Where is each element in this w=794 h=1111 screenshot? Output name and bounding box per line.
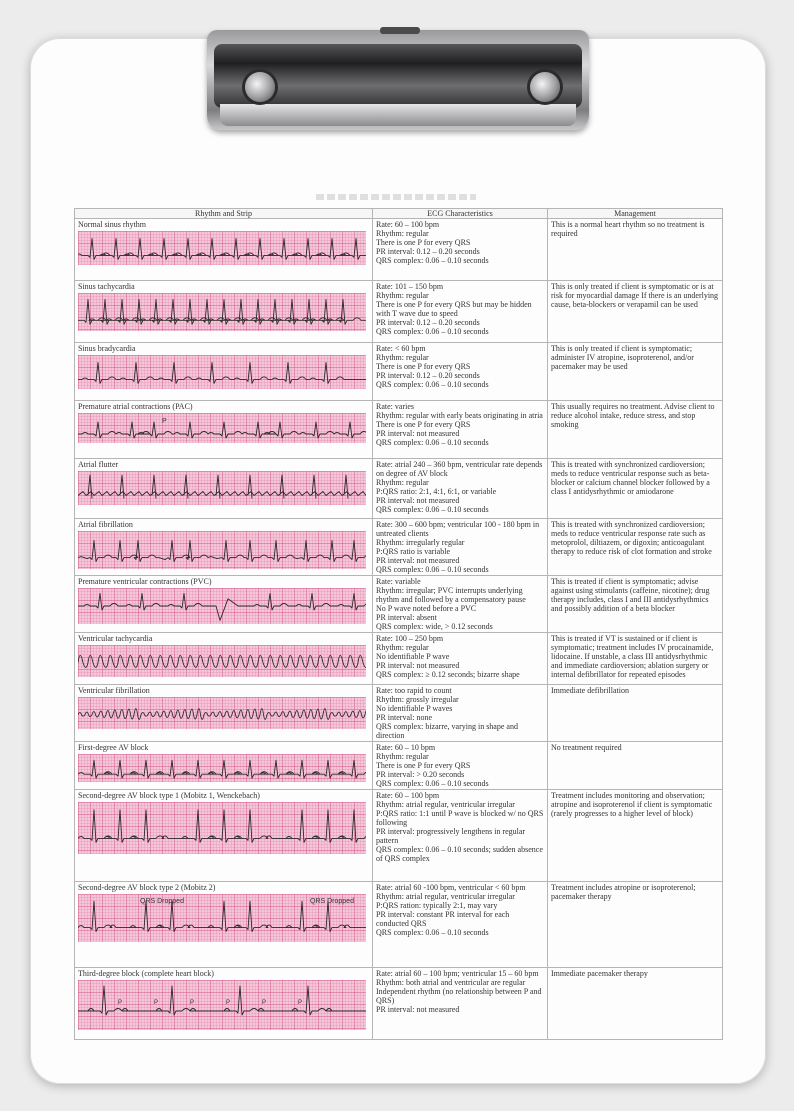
management-text: Treatment includes monitoring and observation; atropine and isoproterenol if client is symptomatic (rarely progresses to a higher level of block): [551, 791, 713, 818]
characteristic-line: Independent rhythm (no relationship between P and QRS): [376, 987, 542, 1005]
rhythm-cell: [75, 459, 373, 519]
characteristic-line: Rhythm: irregular; PVC interrupts underlying rhythm and followed by a compensatory pause: [376, 586, 526, 604]
ecg-trace: [78, 238, 366, 259]
strip-label: P: [118, 1000, 123, 1006]
characteristic-line: Rate: < 60 bpm: [376, 344, 426, 353]
characteristic-line: PR interval: 0.12 – 0.20 seconds: [376, 247, 480, 256]
rhythm-name: Premature ventricular contractions (PVC): [78, 577, 212, 586]
characteristic-line: There is one P for every QRS: [376, 238, 471, 247]
strip-label: P: [262, 1000, 267, 1006]
strip-label: P: [162, 418, 167, 425]
characteristic-line: P:QRS ration: typically 2:1, may vary: [376, 901, 498, 910]
rhythm-cell: [75, 401, 373, 459]
characteristic-line: PR interval: not measured: [376, 1005, 460, 1014]
management-text: This is only treated if client is symptomatic or is at risk for myocardial damage If there is an underlying cause, beta-blockers or verapamil can be used: [551, 282, 719, 309]
ecg-trace-svg: [78, 645, 366, 677]
ecg-strip: [78, 980, 366, 1030]
management-text: Immediate pacemaker therapy: [551, 969, 648, 978]
characteristic-line: PR interval: constant PR interval for each conducted QRS: [376, 910, 510, 928]
rhythm-name: Sinus tachycardia: [78, 282, 135, 291]
characteristic-line: No identifiable P wave: [376, 652, 450, 661]
header-characteristics: ECG Characteristics: [373, 209, 548, 219]
table-row: [75, 685, 723, 742]
ecg-strip: [78, 413, 366, 443]
rhythm-name: Ventricular fibrillation: [78, 686, 150, 695]
management-cell: [548, 968, 723, 1040]
characteristics-cell: [373, 685, 548, 742]
ecg-strip: [78, 355, 366, 389]
header-rhythm: Rhythm and Strip: [75, 209, 373, 219]
rhythm-cell: [75, 343, 373, 401]
rhythm-name: Sinus bradycardia: [78, 344, 136, 353]
ecg-strip: [78, 531, 366, 569]
rhythm-cell: [75, 219, 373, 281]
characteristic-line: Rate: 60 – 100 bpm: [376, 220, 440, 229]
characteristic-line: Rate: 60 – 100 bpm: [376, 791, 440, 800]
rhythm-cell: [75, 790, 373, 882]
characteristic-line: QRS complex: 0.06 – 0.10 seconds: [376, 380, 489, 389]
management-cell: [548, 281, 723, 343]
header-management: Management: [548, 209, 723, 219]
ecg-trace-svg: [78, 293, 366, 331]
management-text: This is treated with synchronized cardioversion; meds to reduce ventricular response rate such as metoprolol, diltiazem, or digoxin; anticoagulant therapy to reduce risk of clot formation and stroke: [551, 520, 712, 556]
strip-label: P: [154, 1000, 159, 1006]
rhythm-name: Third-degree block (complete heart block): [78, 969, 214, 978]
table-row: [75, 459, 723, 519]
ecg-trace-svg: [78, 697, 366, 729]
ecg-trace-svg: [78, 980, 366, 1030]
management-cell: [548, 343, 723, 401]
characteristic-line: There is one P for every QRS: [376, 420, 471, 429]
clip-hook: [380, 27, 420, 34]
characteristic-line: Rhythm: both atrial and ventricular are regular: [376, 978, 526, 987]
characteristic-line: Rhythm: regular: [376, 478, 429, 487]
strip-label: P: [226, 1000, 231, 1006]
faint-header-text: [316, 194, 476, 200]
table-row: [75, 882, 723, 968]
strip-label: P: [298, 1000, 303, 1006]
table-row: [75, 968, 723, 1040]
characteristic-line: Rhythm: regular: [376, 643, 429, 652]
rhythm-name: Second-degree AV block type 2 (Mobitz 2): [78, 883, 216, 892]
rhythm-name: Second-degree AV block type 1 (Mobitz 1, Wenckebach): [78, 791, 260, 800]
management-cell: [548, 219, 723, 281]
ecg-trace: [78, 593, 366, 620]
rhythm-cell: [75, 633, 373, 685]
ecg-trace-svg: [78, 894, 366, 942]
table-row: [75, 519, 723, 576]
characteristics-cell: [373, 459, 548, 519]
table-row: [75, 219, 723, 281]
management-cell: [548, 685, 723, 742]
characteristic-line: There is one P for every QRS but may be hidden with T wave due to speed: [376, 300, 532, 318]
ecg-trace: [78, 760, 366, 778]
characteristics-cell: [373, 968, 548, 1040]
strip-label: QRS Dropped: [310, 898, 354, 905]
characteristic-line: There is one P for every QRS: [376, 761, 471, 770]
ecg-trace: [78, 810, 366, 843]
characteristics-cell: [373, 219, 548, 281]
rhythm-cell: [75, 742, 373, 790]
characteristic-line: Rhythm: regular: [376, 291, 429, 300]
characteristic-line: Rate: atrial 60 -100 bpm, ventricular < 60 bpm: [376, 883, 526, 892]
characteristic-line: PR interval: 0.12 – 0.20 seconds: [376, 371, 480, 380]
ecg-trace: [78, 475, 366, 498]
rhythm-name: Ventricular tachycardia: [78, 634, 153, 643]
ecg-strip: [78, 231, 366, 265]
management-cell: [548, 882, 723, 968]
characteristic-line: Rhythm: regular: [376, 229, 429, 238]
characteristics-cell: [373, 790, 548, 882]
characteristic-line: PR interval: absent: [376, 613, 437, 622]
ecg-trace-svg: [78, 231, 366, 265]
ecg-trace: [78, 901, 366, 931]
management-text: No treatment required: [551, 743, 622, 752]
table-row: [75, 633, 723, 685]
ecg-strip: [78, 588, 366, 624]
characteristic-line: P:QRS ratio is variable: [376, 547, 450, 556]
characteristic-line: P:QRS ratio: 1:1 until P wave is blocked w/ no QRS following: [376, 809, 544, 827]
characteristic-line: PR interval: not measured: [376, 661, 460, 670]
table-row: [75, 401, 723, 459]
strip-label: P: [190, 1000, 195, 1006]
characteristics-cell: [373, 882, 548, 968]
management-text: This is only treated if client is symptomatic; administer IV atropine, isoproterenol, and/or pacemaker may be used: [551, 344, 694, 371]
management-text: This is treated if client is symptomatic; advise against using stimulants (caffeine, nicotine); drug therapy includes, class I and III antidysrhythmics and possibly addition of a beta blocker: [551, 577, 710, 613]
ecg-strip: [78, 697, 366, 729]
rivet-left: [245, 72, 275, 102]
rhythm-cell: [75, 576, 373, 633]
characteristics-cell: [373, 343, 548, 401]
ecg-trace-svg: [78, 588, 366, 624]
ecg-trace-svg: [78, 413, 366, 443]
table-body: [75, 219, 723, 1040]
characteristic-line: QRS complex: 0.06 – 0.10 seconds: [376, 505, 489, 514]
characteristic-line: Rhythm: atrial regular, ventricular irregular: [376, 800, 515, 809]
table-row: [75, 576, 723, 633]
management-text: Immediate defibrillation: [551, 686, 629, 695]
characteristic-line: P:QRS ratio: 2:1, 4:1, 6:1, or variable: [376, 487, 497, 496]
ecg-strip: [78, 645, 366, 677]
characteristic-line: QRS complex: 0.06 – 0.10 seconds: [376, 327, 489, 336]
characteristic-line: Rhythm: regular: [376, 353, 429, 362]
ecg-trace-svg: [78, 355, 366, 389]
management-text: This is treated if VT is sustained or if client is symptomatic; treatment includes IV procainamide, lidocaine. If unstable, a class III antidysrhythmic and immediate cardioversion; ablation surgery or internal defibrillator for repeated episodes: [551, 634, 714, 679]
management-text: This is treated with synchronized cardioversion; meds to reduce ventricular response such as beta-blocker or calcium channel blocker followed by a class I antidysrhythmic or amiodarone: [551, 460, 710, 496]
characteristic-line: QRS complex: ≥ 0.12 seconds; bizarre shape: [376, 670, 520, 679]
rhythm-name: Atrial flutter: [78, 460, 119, 469]
characteristic-line: No P wave noted before a PVC: [376, 604, 477, 613]
characteristic-line: Rhythm: grossly irregular: [376, 695, 459, 704]
management-cell: [548, 790, 723, 882]
rhythm-name: Premature atrial contractions (PAC): [78, 402, 193, 411]
characteristic-line: Rate: 60 – 10 bpm: [376, 743, 436, 752]
characteristic-line: Rhythm: regular: [376, 752, 429, 761]
table-row: [75, 790, 723, 882]
ecg-strip: [78, 894, 366, 942]
characteristic-line: Rhythm: regular with early beats originating in atria: [376, 411, 543, 420]
ecg-trace-svg: [78, 471, 366, 505]
management-cell: [548, 633, 723, 685]
characteristic-line: QRS complex: 0.06 – 0.10 seconds: [376, 565, 489, 574]
rhythm-cell: [75, 281, 373, 343]
ecg-trace: [78, 422, 366, 438]
characteristics-cell: [373, 576, 548, 633]
characteristics-cell: [373, 281, 548, 343]
table-row: [75, 343, 723, 401]
ecg-trace: [78, 299, 366, 324]
management-text: Treatment includes atropine or isoproterenol; pacemaker therapy: [551, 883, 696, 901]
management-text: This usually requires no treatment. Advise client to reduce alcohol intake, reduce stress, and stop smoking: [551, 402, 715, 429]
ecg-trace: [78, 362, 366, 383]
table-row: [75, 281, 723, 343]
ecg-trace-svg: [78, 531, 366, 569]
management-cell: [548, 401, 723, 459]
strip-label: QRS Dropped: [140, 898, 184, 905]
characteristic-line: QRS complex: 0.06 – 0.10 seconds: [376, 779, 489, 788]
rhythm-name: Normal sinus rhythm: [78, 220, 146, 229]
characteristic-line: Rate: atrial 240 – 360 bpm, ventricular rate depends on degree of AV block: [376, 460, 543, 478]
characteristic-line: There is one P for every QRS: [376, 362, 471, 371]
characteristic-line: Rhythm: irregularly regular: [376, 538, 465, 547]
characteristic-line: Rate: atrial 60 – 100 bpm; ventricular 15 – 60 bpm: [376, 969, 539, 978]
characteristic-line: QRS complex: 0.06 – 0.10 seconds; sudden absence of QRS complex: [376, 845, 543, 863]
ecg-strip: [78, 471, 366, 505]
management-cell: [548, 519, 723, 576]
ecg-trace: [78, 541, 366, 562]
rivet-right: [530, 72, 560, 102]
management-cell: [548, 742, 723, 790]
ecg-trace: [78, 655, 366, 667]
rhythm-cell: [75, 519, 373, 576]
characteristic-line: PR interval: none: [376, 713, 432, 722]
characteristic-line: Rate: 101 – 150 bpm: [376, 282, 444, 291]
ecg-strip: [78, 802, 366, 854]
characteristic-line: PR interval: not measured: [376, 496, 460, 505]
clip-lever: [220, 104, 576, 126]
rhythm-cell: [75, 882, 373, 968]
characteristic-line: PR interval: not measured: [376, 429, 460, 438]
rhythm-cell: [75, 685, 373, 742]
rhythm-name: First-degree AV block: [78, 743, 149, 752]
ecg-trace: [78, 709, 366, 720]
ecg-strip: [78, 754, 366, 782]
ecg-trace-svg: [78, 754, 366, 782]
characteristic-line: PR interval: 0.12 – 0.20 seconds: [376, 318, 480, 327]
rhythm-name: Atrial fibrillation: [78, 520, 133, 529]
ecg-strip: [78, 293, 366, 331]
characteristic-line: QRS complex: 0.06 – 0.10 seconds: [376, 928, 489, 937]
characteristic-line: PR interval: not measured: [376, 556, 460, 565]
characteristic-line: PR interval: progressively lengthens in regular pattern: [376, 827, 526, 845]
characteristics-cell: [373, 742, 548, 790]
table-row: [75, 742, 723, 790]
characteristic-line: QRS complex: bizarre, varying in shape and direction: [376, 722, 518, 740]
characteristic-line: QRS complex: 0.06 – 0.10 seconds: [376, 256, 489, 265]
characteristic-line: QRS complex: 0.06 – 0.10 seconds: [376, 438, 489, 447]
management-cell: [548, 576, 723, 633]
management-text: This is a normal heart rhythm so no treatment is required: [551, 220, 705, 238]
characteristic-line: Rate: varies: [376, 402, 414, 411]
characteristic-line: Rate: variable: [376, 577, 421, 586]
table-header-row: [75, 209, 723, 219]
characteristics-cell: [373, 633, 548, 685]
management-cell: [548, 459, 723, 519]
ecg-trace-svg: [78, 802, 366, 854]
characteristics-cell: [373, 401, 548, 459]
characteristic-line: Rate: too rapid to count: [376, 686, 452, 695]
rhythm-cell: [75, 968, 373, 1040]
characteristic-line: No identifiable P waves: [376, 704, 453, 713]
characteristic-line: QRS complex: wide, > 0.12 seconds: [376, 622, 493, 631]
characteristic-line: Rhythm: atrial regular, ventricular irregular: [376, 892, 515, 901]
characteristic-line: Rate: 100 – 250 bpm: [376, 634, 444, 643]
characteristic-line: Rate: 300 – 600 bpm; ventricular 100 - 180 bpm in untreated clients: [376, 520, 540, 538]
ecg-reference-table: [74, 208, 723, 1040]
characteristics-cell: [373, 519, 548, 576]
characteristic-line: PR interval: > 0.20 seconds: [376, 770, 465, 779]
